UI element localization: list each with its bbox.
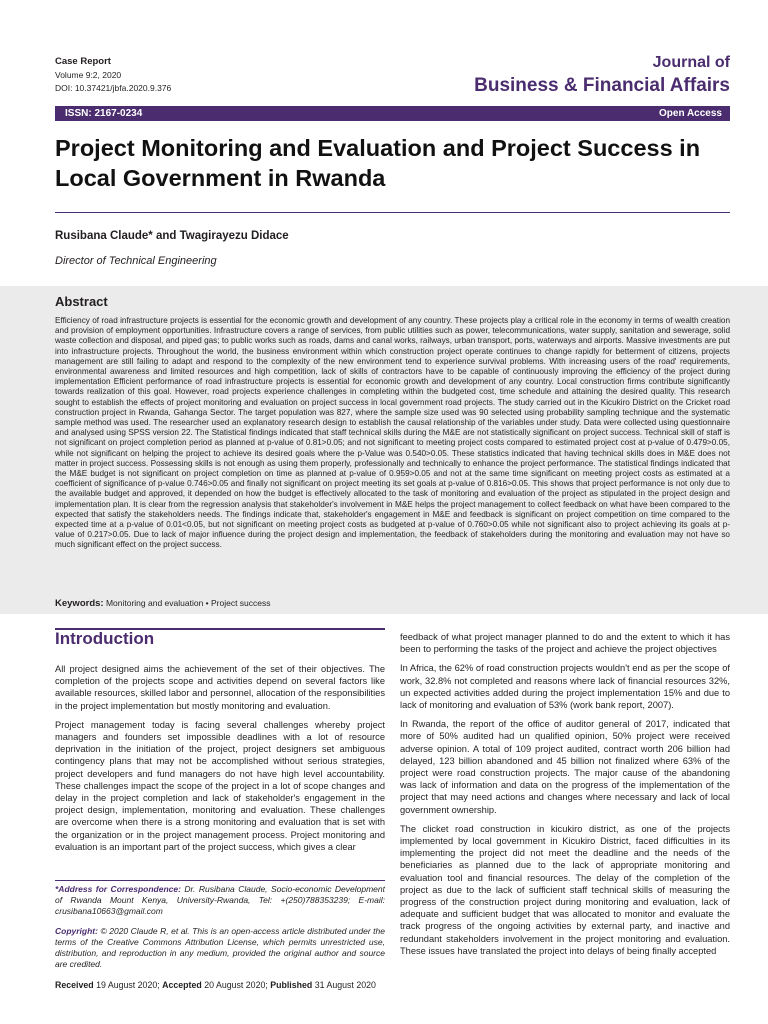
copyright-label: Copyright: xyxy=(55,926,98,936)
volume: Volume 9:2, 2020 xyxy=(55,70,122,80)
copyright-text: © 2020 Claude R, et al. This is an open-access article distributed under the terms of the Creative Commons Attribution License, which permits unrestricted use, distribution, and reproduction in any medium, provided the original author and source are credited. xyxy=(55,926,385,969)
left-column xyxy=(55,663,385,860)
issn-bar xyxy=(55,106,730,121)
keywords-label: Keywords: xyxy=(55,598,104,609)
paragraph: All project designed aims the achievement of the set of their objectives. The completion of the projects scope and activities depend on several factors like available resources, skilled labor and personnel, allocation of the responsibilities in the project implementation but mostly monitoring and evaluation. xyxy=(55,664,385,711)
paragraph: In Africa, the 62% of road construction projects wouldn't end as per the scope of work, 32.8% not completed and reasons where lack of financial resources 32%, un expected activities added during the project implementation 15% and due to lack of monitoring and evaluation of 53% (work bank report, 2007). xyxy=(400,663,730,711)
article-type: Case Report xyxy=(55,56,111,67)
accepted-label: Accepted xyxy=(162,980,202,990)
abstract-heading: Abstract xyxy=(55,294,108,309)
journal-name-line2: Business & Financial Affairs xyxy=(474,75,730,96)
correspondence-note xyxy=(55,884,385,917)
received-date: 19 August 2020; xyxy=(96,980,160,990)
keywords-text: Monitoring and evaluation • Project success xyxy=(105,598,271,608)
journal-name xyxy=(474,51,730,97)
paragraph: feedback of what project manager planned to do and the extent to which it has been to performing the tasks of the project and achieve the project objectives xyxy=(400,632,730,655)
open-access-label: Open Access xyxy=(659,108,722,119)
journal-name-line1: Journal of xyxy=(652,54,730,71)
title-divider xyxy=(55,212,730,213)
paragraph: Project management today is facing several challenges whereby project managers and founders set impossible deadlines with a lot of resource deprivation in the initiation of the project, project designers set ambiguous contingency plans that may not be accomplished without serious strategies, project developers and fund managers do not have high level accountability. These challenges impact the scope of the project in a lot of scope changes and delay in the project completion and lack of stakeholder's engagement in the project design, implementation, monitoring and evaluation. These challenges are overcome when there is a strong monitoring and evaluation that is set with the organization or in the project management process. Project monitoring and evaluation is an important part of the project success, which gives a clear xyxy=(55,719,385,852)
doi: DOI: 10.37421/jbfa.2020.9.376 xyxy=(55,83,172,93)
issn: ISSN: 2167-0234 xyxy=(65,108,143,119)
accepted-date: 20 August 2020; xyxy=(204,980,268,990)
copyright-note xyxy=(55,926,385,970)
publication-dates xyxy=(55,980,376,990)
correspondence-text: Dr. Rusibana Claude, Socio-economic Development of Rwanda Mount Kenya, University-Rwanda, Tel: +(250)788353239; E-mail: crusibana10663@gmail.com xyxy=(55,884,385,916)
authors: Rusibana Claude* and Twagirayezu Didace xyxy=(55,230,289,242)
keywords xyxy=(55,598,271,609)
published-date: 31 August 2020 xyxy=(314,980,376,990)
published-label: Published xyxy=(270,980,313,990)
right-column xyxy=(400,631,730,964)
paragraph: The clicket road construction in kicukiro district, as one of the projects implemented by local government in Kicukiro District, faced difficulties in its implementing the project did not meet the deadline and the needs of the beneficiaries as planned due to the lack of appropriate monitoring and evaluation tool and financial resources. The delay of the completion of the project as due to the lack of sufficient staff technical skills of measuring the progress of the construction project during monitoring and evaluation, lack of adequate and sufficient budget that was allocated to monitor and evaluate the track progress of the ongoing activities by external party, and inactive and redundant stakeholders involvement in the project monitoring and evaluation. These issues have translated the project into delays of being finally accepted xyxy=(400,823,730,956)
abstract-text: Efficiency of road infrastructure projects is essential for the economic growth and development of any country. These projects play a critical role in the economy in terms of wealth creation and provision of employment opportunities. Infrastructure covers a range of services, from public utilities such as power, telecommunications, water supply, sanitation and sewerage, solid waste collection and disposal, and piped gas; to public works such as roads, dams and canal works, railways, urban transport, ports, waterways and airports. Massive investments are put into infrastructure projects. Throughout the world, the business environment within which construction project operate continues to change rapidly for betterment of citizens, projects management are still failing to adapt and respond to the complexity of the new environment tend to experience survival problems. With increasing users of the road' requirements, environmental awareness and limited resources and high competition, lack of skills of contractors have to be capable of continuously improving the efficiency of the project during implementation Efficient performance of road infrastructure projects is essential for economic growth and development of any country. Local construction firms contribute significantly towards realization of this goal. However, road projects experience challenges in completing within the budgeted cost, time schedule and attaining the desired quality. This research sought to establish the effects of project monitoring and evaluation on project success in local government road projects. The study carried out in the Kicukiro District on the Cricket road construction project in Rwanda, Gahanga Sector. The target population was 827, where the sample size used was 90 selected using probability sampling technique and the systematic sample method was used. The researcher used an explanatory research design to establish the causal relationship of the variables under study. Data were collected using questionnaire and analysed using SPSS version 22. The Statistical findings indicated that staff technical skills during the M&E are not statistically significant on project success. Technical skill of staff is not significant on project completion period as planned at p-value of 0.81>0.05; and not significant to meeting project costs compared to estimated project cost at p-value of 0.479>0.05, while not significant on helping the project to achieve its desired goals where the p-Value was 0.540>0.05. These statistics indicated that having technical skills does in M&E does not matter in project success. Possessing skills is not enough as using them properly, professionally and technically to enhance the project performance. The statistical findings indicated that the M&E budget is not significant on project completion on time as planned at p-value of 0.959>0.05 and not at the same time significant on meeting project costs as estimated at a coefficient of significance of p-value 0.746>0.05 and finally not significant on project meeting its set goals at p-value of 0.816>0.05. This shows that project performance is not only due to the available budget and approved, it depended on how the budget is effectively allocated to the task of monitoring and evaluation of the project as stipulated in the project design and implementation plan. It is clear from the regression analysis that stakeholder's involvement in M&E helps the project management to collect feedback on what have been compared to the expected that satisfy the stakeholders needs. The findings indicate that, stakeholder's engagement in M&E and feedback is significant on project competition on time compared to the expected time at a p-value of 0.01<0.05, but not significant on meeting project costs as budgeted at p-value of 0.760>0.05 while not significant also to project achieving its goals at p-value of 0.217>0.05. Due to lack of major influence during the project design and implementation, the feedback of stakeholders during the monitoring and evaluation may not have so much significant effect on the project success. xyxy=(55,316,730,550)
received-label: Received xyxy=(55,980,94,990)
paragraph: In Rwanda, the report of the office of auditor general of 2017, indicated that more of 50% audited had un qualified opinion, 50% project were received adverse opinion. A total of 109 project audited, contract worth 206 billion had delayed, 123 billion abandoned and 45 billion not finalized where 63% of the project were road construction projects. The major cause of the abandoning was lack of information and data on the progress of the implementation of the project that may need actions and changes where necessary and lack of local government ownership. xyxy=(400,719,730,815)
correspondence-label: *Address for Correspondence: xyxy=(55,884,181,894)
affiliation: Director of Technical Engineering xyxy=(55,255,217,267)
introduction-heading: Introduction xyxy=(55,629,155,648)
footnote-divider xyxy=(55,880,385,881)
paper-title: Project Monitoring and Evaluation and Project Success in Local Government in Rwanda xyxy=(55,135,701,191)
